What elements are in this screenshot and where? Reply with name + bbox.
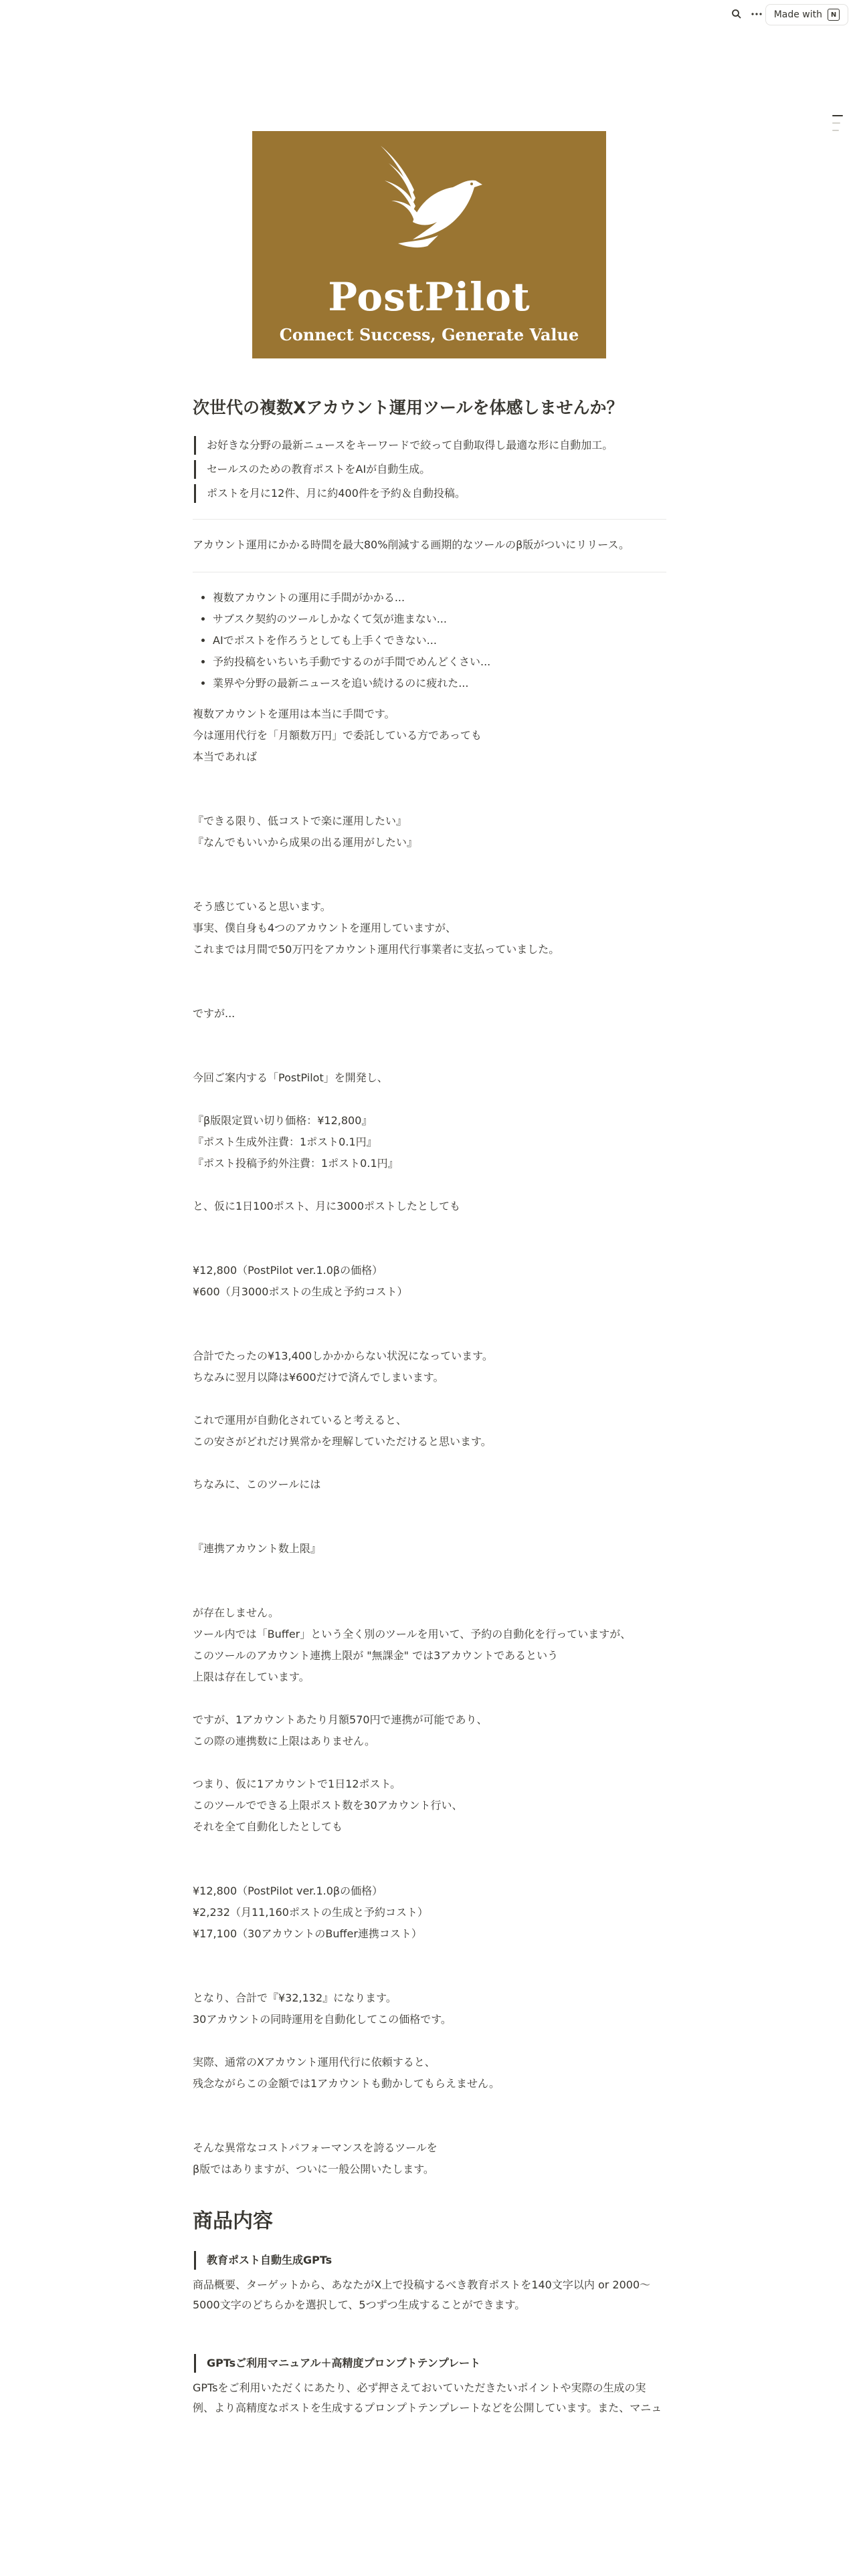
text-line: この際の連携数に上限はありません。: [193, 1735, 375, 1747]
text-line: [193, 1838, 666, 1859]
text-line: [193, 1089, 666, 1110]
text-line: [193, 853, 666, 875]
list-item: • サブスク契約のツールしかなくて気が進まない...: [213, 609, 666, 630]
text-line: [193, 1174, 666, 1196]
text-line: [193, 1945, 666, 1966]
text-line: 『できる限り、低コストで楽に運用したい』: [193, 815, 407, 827]
pain-point-list: [193, 587, 666, 694]
product-title: 教育ポスト自動生成GPTs: [194, 2251, 666, 2270]
dove-logo-icon: [371, 143, 486, 257]
text-line: 『連携アカウント数上限』: [193, 1542, 321, 1555]
text-line: [193, 875, 666, 896]
text-line: ¥2,232（月11,160ポストの生成と予約コスト）: [193, 1906, 428, 1919]
text-line: [193, 960, 666, 982]
text-line: 上限は存在しています。: [193, 1671, 310, 1683]
text-line: [193, 982, 666, 1003]
text-line: [193, 2095, 666, 2116]
search-icon[interactable]: [729, 7, 744, 21]
text-line: ¥17,100（30アカウントのBuffer連携コスト）: [193, 1927, 422, 1940]
text-line: となり、合計で『¥32,132』になります。: [193, 1992, 397, 2004]
text-line: 残念ながらこの金額では1アカウントも動かしてもらえません。: [193, 2077, 500, 2090]
text-line: ツール内では「Buffer」という全く別のツールを用いて、予約の自動化を行っていますが、: [193, 1628, 632, 1640]
text-line: ¥600（月3000ポストの生成と予約コスト）: [193, 1285, 408, 1298]
text-line: [193, 2030, 666, 2052]
text-line: [193, 1217, 666, 1239]
page-heading: 次世代の複数Xアカウント運用ツールを体感しませんか？: [193, 398, 624, 417]
text-line: 事実、僕自身も4つのアカウントを運用していますが、: [193, 922, 457, 934]
divider: [193, 519, 666, 520]
text-line: 合計でたったの¥13,400しかかからない状況になっています。: [193, 1350, 493, 1362]
quote-block: ポストを月に12件、月に約400件を予約＆自動投稿。: [194, 484, 666, 503]
list-item: • 複数アカウントの運用に手間がかかる...: [213, 587, 666, 609]
text-line: β版ではありますが、ついに一般公開いたします。: [193, 2163, 434, 2175]
hero-subtitle: Connect Success, Generate Value: [279, 325, 579, 344]
text-line: 『ポスト生成外注費：1ポスト0.1円』: [193, 1136, 377, 1148]
text-line: [193, 2116, 666, 2137]
top-bar: [0, 0, 859, 29]
text-line: [193, 1752, 666, 1774]
text-line: [193, 1239, 666, 1260]
more-icon[interactable]: [749, 7, 764, 21]
text-line: [193, 789, 666, 811]
toc-line[interactable]: [832, 130, 839, 131]
text-line: [193, 1324, 666, 1346]
toc-indicator[interactable]: [832, 115, 846, 137]
text-line: [193, 1495, 666, 1517]
text-line: [193, 1688, 666, 1709]
text-line: これまでは月間で50万円をアカウント運用代行事業者に支払っていました。: [193, 943, 560, 956]
text-line: 複数アカウントを運用は本当に手間です。: [193, 708, 395, 720]
text-line: 『なんでもいいから成果の出る運用がしたい』: [193, 836, 418, 849]
product-title: GPTsご利用マニュアル＋高精度プロンプトテンプレート: [194, 2354, 666, 2373]
text-line: [193, 1517, 666, 1538]
text-line: [193, 1303, 666, 1324]
page-content: [193, 395, 666, 2418]
text-line: [193, 1025, 666, 1046]
text-line: [193, 768, 666, 789]
text-line: 本当であれば: [193, 750, 258, 763]
text-line: 実際、通常のXアカウント運用代行に依頼すると、: [193, 2056, 436, 2068]
text-line: [193, 1046, 666, 1067]
text-line: ですが...: [193, 1007, 235, 1020]
release-text: アカウント運用にかかる時間を最大80%削減する画期的なツールのβ版がついにリリース。: [193, 538, 630, 551]
text-line: ですが、1アカウントあたり月額570円で連携が可能であり、: [193, 1713, 488, 1726]
product-description: GPTsをご利用いただくにあたり、必ず押さえておいていただきたいポイントや実際の生成の実例、より高精度なポストを生成するプロンプトテンプレートなどを公開しています。また、マニュ: [193, 2381, 662, 2414]
text-line: 『β版限定買い切り価格：¥12,800』: [193, 1114, 373, 1127]
text-line: つまり、仮に1アカウントで1日12ポスト。: [193, 1778, 401, 1790]
text-line: ¥12,800（PostPilot ver.1.0βの価格）: [193, 1885, 383, 1897]
text-line: それを全て自動化したとしても: [193, 1820, 343, 1833]
text-line: ちなみに、このツールには: [193, 1478, 321, 1491]
text-line: そう感じていると思います。: [193, 900, 331, 913]
product-heading: 商品内容: [193, 2210, 273, 2233]
text-line: 『ポスト投稿予約外注費：1ポスト0.1円』: [193, 1157, 399, 1170]
text-line: が存在しません。: [193, 1606, 279, 1619]
made-with-label: Made with: [773, 9, 822, 20]
text-line: [193, 1560, 666, 1581]
text-line: [193, 1453, 666, 1474]
hero-banner: [252, 131, 606, 358]
list-item: • 予約投稿をいちいち手動でするのが手間でめんどくさい...: [213, 651, 666, 673]
text-line: [193, 1966, 666, 1988]
text-line: このツールのアカウント連携上限が "無課金" では3アカウントであるという: [193, 1649, 559, 1662]
product-description: 商品概要、ターゲットから、あなたがX上で投稿するべき教育ポストを140文字以内 or 2000〜5000文字のどちらかを選択して、5つずつ生成することができます。: [193, 2278, 651, 2311]
text-line: このツールでできる上限ポスト数を30アカウント行い、: [193, 1799, 463, 1812]
text-line: ちなみに翌月以降は¥600だけで済んでしまいます。: [193, 1371, 444, 1384]
text-line: これで運用が自動化されていると考えると、: [193, 1414, 407, 1426]
text-line: 今回ご案内する「PostPilot」を開発し、: [193, 1071, 388, 1084]
quote-block: セールスのための教育ポストをAIが自動生成。: [194, 460, 666, 479]
quote-block: お好きな分野の最新ニュースをキーワードで絞って自動取得し最適な形に自動加工。: [194, 436, 666, 455]
made-with-notion-button[interactable]: [765, 4, 848, 25]
hero-title: PostPilot: [328, 274, 531, 320]
text-line: この安さがどれだけ異常かを理解していただけると思います。: [193, 1435, 492, 1448]
text-line: [193, 1859, 666, 1881]
text-line: ¥12,800（PostPilot ver.1.0βの価格）: [193, 1264, 383, 1277]
text-line: と、仮に1日100ポスト、月に3000ポストしたとしても: [193, 1200, 460, 1212]
text-line: 30アカウントの同時運用を自動化してこの価格です。: [193, 2013, 452, 2026]
list-item: • AIでポストを作ろうとしても上手くできない...: [213, 630, 666, 651]
notion-logo-icon: N: [828, 9, 840, 21]
text-line: [193, 1581, 666, 1602]
text-line: 今は運用代行を「月額数万円」で委託している方であっても: [193, 729, 482, 742]
toc-line[interactable]: [832, 115, 843, 116]
text-line: そんな異常なコストパフォーマンスを誇るツールを: [193, 2141, 438, 2154]
list-item: • 業界や分野の最新ニュースを追い続けるのに疲れた...: [213, 673, 666, 694]
body-text: [193, 704, 666, 2180]
toc-line[interactable]: [832, 122, 840, 124]
text-line: [193, 1388, 666, 1410]
